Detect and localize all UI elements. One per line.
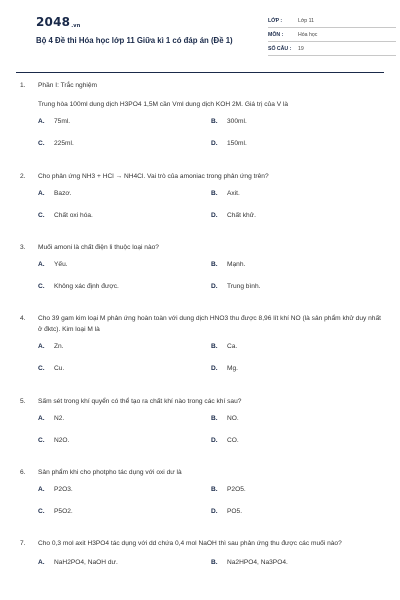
option-a[interactable]: [38, 190, 72, 197]
question-5: [20, 396, 384, 455]
option-letter: C.: [38, 212, 45, 219]
option-letter: B.: [211, 559, 218, 566]
option-text: 150ml.: [227, 140, 247, 147]
options: [38, 335, 384, 383]
option-text: Zn.: [54, 343, 64, 350]
option-text: CO.: [227, 437, 239, 444]
option-letter: C.: [38, 508, 45, 515]
option-letter: B.: [211, 343, 218, 350]
option-c[interactable]: [38, 212, 93, 219]
meta-key: MÔN :: [268, 31, 284, 38]
option-letter: B.: [211, 486, 218, 493]
option-letter: D.: [211, 508, 218, 515]
option-d[interactable]: [211, 212, 256, 219]
option-letter: D.: [211, 437, 218, 444]
option-letter: B.: [211, 118, 218, 125]
option-b[interactable]: [211, 118, 247, 125]
option-text: Mạnh.: [227, 261, 246, 268]
option-b[interactable]: [211, 190, 240, 197]
option-letter: A.: [38, 486, 45, 493]
option-c[interactable]: [38, 365, 64, 372]
option-letter: D.: [211, 140, 218, 147]
option-text: P2O3.: [54, 486, 73, 493]
option-text: Bazơ.: [54, 190, 72, 197]
option-b[interactable]: [211, 486, 246, 493]
options: [38, 549, 384, 579]
question-1: [20, 80, 384, 158]
meta-value: Hóa học: [298, 31, 318, 38]
option-letter: C.: [38, 437, 45, 444]
meta-value: 19: [298, 45, 304, 52]
option-text: P2O5.: [227, 486, 246, 493]
question-number: 3.: [20, 244, 26, 251]
option-text: Ca.: [227, 343, 238, 350]
logo-text: 2048: [36, 15, 71, 29]
option-text: NO.: [227, 415, 239, 422]
option-letter: D.: [211, 283, 218, 290]
option-d[interactable]: [211, 140, 247, 147]
option-letter: A.: [38, 261, 45, 268]
option-a[interactable]: [38, 415, 64, 422]
option-text: N2O.: [54, 437, 70, 444]
option-b[interactable]: [211, 261, 245, 268]
question-number: 4.: [20, 315, 26, 322]
options: [38, 110, 384, 158]
options: [38, 182, 384, 230]
meta-row-count: [268, 42, 396, 56]
option-b[interactable]: [211, 559, 288, 566]
option-text: Cu.: [54, 365, 65, 372]
option-b[interactable]: [211, 343, 237, 350]
option-text: Yếu.: [54, 261, 68, 268]
option-c[interactable]: [38, 437, 69, 444]
option-text: Mg.: [227, 365, 238, 372]
meta-table: [268, 14, 396, 56]
option-letter: C.: [38, 365, 45, 372]
option-letter: A.: [38, 190, 45, 197]
question-text: Cho 39 gam kim loại M phản ứng hoàn toàn với dung dịch HNO3 thu được 8,96 lít khí NO (là sản phẩm khử duy nhất ở đktc). Kim loại M là: [38, 315, 381, 333]
option-d[interactable]: [211, 365, 238, 372]
question-text: Sản phẩm khi cho photpho tác dụng với oxi dư là: [38, 469, 182, 476]
question-number: 5.: [20, 398, 26, 405]
question-number: 7.: [20, 540, 26, 547]
question-text: Muối amoni là chất điện li thuộc loại nào?: [38, 244, 159, 251]
option-a[interactable]: [38, 559, 118, 566]
header-divider: [16, 72, 384, 73]
option-a[interactable]: [38, 118, 70, 125]
option-text: 225ml.: [54, 140, 74, 147]
option-text: P5O2.: [54, 508, 73, 515]
question-text: Cho 0,3 mol axit H3PO4 tác dụng với dd chứa 0,4 mol NaOH thì sau phản ứng thu được các muối nào?: [38, 540, 342, 547]
option-d[interactable]: [211, 437, 239, 444]
meta-key: SỐ CÂU :: [268, 45, 292, 52]
options: [38, 407, 384, 455]
question-number: 1.: [20, 82, 26, 89]
option-letter: D.: [211, 212, 218, 219]
meta-value: Lớp 11: [298, 17, 314, 24]
question-2: [20, 171, 384, 230]
option-letter: B.: [211, 261, 218, 268]
option-text: 75ml.: [54, 118, 71, 125]
option-text: Chất khử.: [227, 212, 256, 219]
question-7: [20, 538, 384, 579]
option-d[interactable]: [211, 508, 242, 515]
option-b[interactable]: [211, 415, 239, 422]
option-letter: D.: [211, 365, 218, 372]
question-subtext: Trung hòa 100ml dung dịch H3PO4 1,5M cần Vml dung dịch KOH 2M. Giá trị của V là: [38, 101, 289, 108]
meta-row-subject: [268, 28, 396, 42]
site-logo[interactable]: [36, 15, 81, 29]
question-4: [20, 313, 384, 383]
option-text: NaH2PO4, NaOH dư.: [54, 559, 118, 566]
option-text: Chất oxi hóa.: [54, 212, 93, 219]
option-d[interactable]: [211, 283, 260, 290]
option-text: PO5.: [227, 508, 243, 515]
option-letter: B.: [211, 190, 218, 197]
option-letter: A.: [38, 118, 45, 125]
option-a[interactable]: [38, 261, 68, 268]
question-text: Phần I: Trắc nghiệm: [38, 82, 98, 89]
option-letter: C.: [38, 140, 45, 147]
option-letter: C.: [38, 283, 45, 290]
option-text: Không xác định được.: [54, 283, 119, 290]
question-3: [20, 242, 384, 301]
option-letter: A.: [38, 559, 45, 566]
option-letter: A.: [38, 343, 45, 350]
question-number: 2.: [20, 173, 26, 180]
option-c[interactable]: [38, 140, 74, 147]
option-text: Na2HPO4, Na3PO4.: [227, 559, 288, 566]
meta-key: LỚP :: [268, 17, 283, 24]
question-text: Cho phản ứng NH3 + HCl → NH4Cl. Vai trò của amoniac trong phản ứng trên?: [38, 173, 269, 180]
options: [38, 478, 384, 526]
logo-suffix: .vn: [71, 23, 81, 29]
option-text: 300ml.: [227, 118, 247, 125]
option-a[interactable]: [38, 343, 64, 350]
document-title: Bộ 4 Đề thi Hóa học lớp 11 Giữa kì 1 có đáp án (Đề 1): [36, 36, 233, 45]
option-a[interactable]: [38, 486, 73, 493]
option-text: N2.: [54, 415, 65, 422]
page-header: [16, 0, 384, 76]
options: [38, 253, 384, 301]
question-number: 6.: [20, 469, 26, 476]
option-letter: A.: [38, 415, 45, 422]
option-letter: B.: [211, 415, 218, 422]
option-c[interactable]: [38, 508, 73, 515]
option-c[interactable]: [38, 283, 119, 290]
meta-row-class: [268, 14, 396, 28]
question-6: [20, 467, 384, 526]
option-text: Trung bình.: [227, 283, 261, 290]
option-text: Axit.: [227, 190, 240, 197]
question-text: Sấm sét trong khí quyển có thể tạo ra chất khí nào trong các khí sau?: [38, 398, 242, 405]
